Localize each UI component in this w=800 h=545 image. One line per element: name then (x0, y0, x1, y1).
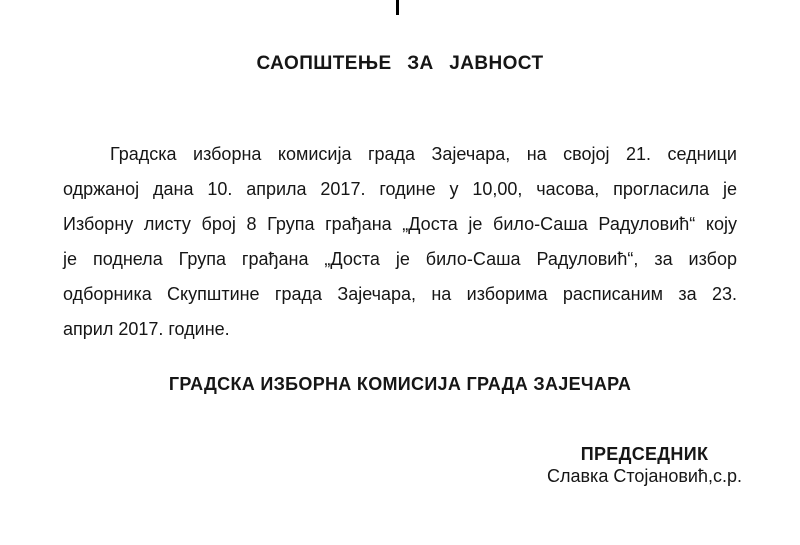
paragraph-line: је поднела Група грађана „Доста је било-Саша Радуловић“, за избор (63, 249, 737, 269)
paragraph-line: април 2017. године. (63, 319, 230, 339)
paragraph-line: Изборну листу број 8 Група грађана „Доста је било-Саша Радуловић“ коју (63, 214, 737, 234)
president-name: Славка Стојановић,с.р. (546, 466, 742, 486)
paragraph-line: Градска изборна комисија града Зајечара, на својој 21. седници (110, 144, 737, 164)
cursor-mark (396, 0, 399, 15)
body-paragraph (63, 137, 737, 347)
commission-heading: ГРАДСКА ИЗБОРНА КОМИСИЈА ГРАДА ЗАЈЕЧАРА (168, 374, 632, 394)
paragraph-line: одборника Скупштине града Зајечара, на изборима расписаним за 23. (63, 284, 737, 304)
document-title: САОПШТЕЊЕ ЗА ЈАВНОСТ (256, 52, 544, 74)
paragraph-line: одржаној дана 10. априла 2017. године у 10,00, часова, прогласила је (63, 179, 737, 199)
signature-block (547, 443, 742, 488)
president-label: ПРЕДСЕДНИК (580, 444, 709, 464)
